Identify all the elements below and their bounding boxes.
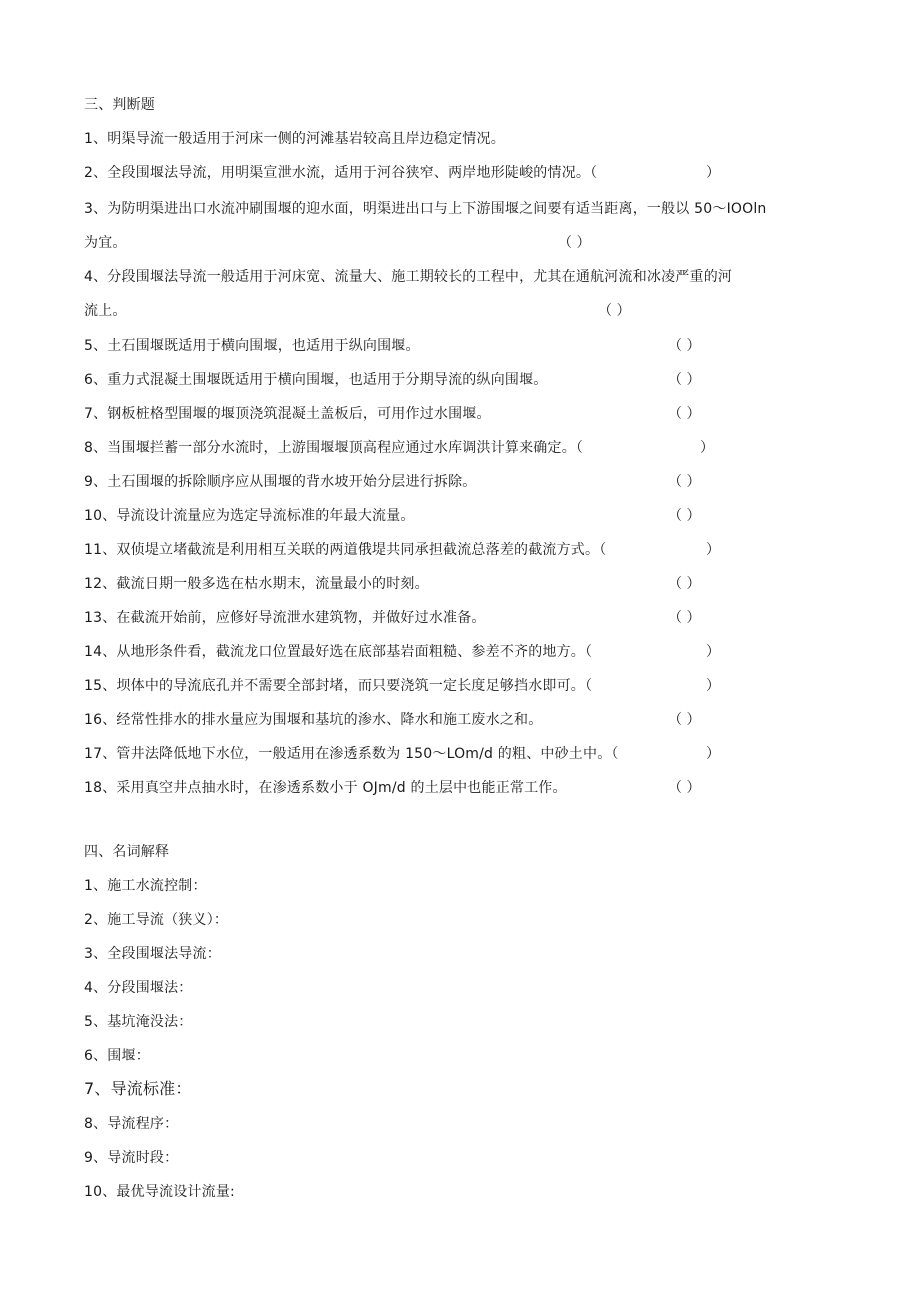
answer-blank-18: （ ） bbox=[668, 780, 701, 796]
answer-blank-7: （ ） bbox=[668, 406, 701, 422]
term-item-3: 3、全段围堰法导流： bbox=[84, 946, 221, 962]
term-item-4: 4、分段围堰法： bbox=[84, 980, 193, 996]
answer-blank-10: （ ） bbox=[668, 508, 701, 524]
answer-blank-16: （ ） bbox=[668, 712, 701, 728]
judgment-item-7: 7、钢板桩格型围堰的堰顶浇筑混凝土盖板后，可用作过水围堰。 bbox=[84, 406, 491, 422]
section-heading-judgment: 三、判断题 bbox=[84, 97, 155, 113]
answer-blank-12: （ ） bbox=[668, 576, 701, 592]
answer-blank-11: ） bbox=[706, 542, 720, 558]
judgment-item-4-cont: 流上。 bbox=[84, 303, 127, 319]
answer-blank-15: ） bbox=[706, 678, 720, 694]
judgment-item-6: 6、重力式混凝土围堰既适用于横向围堰，也适用于分期导流的纵向围堰。 bbox=[84, 372, 548, 388]
judgment-item-14: 14、从地形条件看，截流龙口位置最好选在底部基岩面粗糙、参差不齐的地方。（ bbox=[84, 644, 593, 660]
term-item-7: 7、导流标准： bbox=[84, 1079, 192, 1098]
judgment-item-11: 11、双侦堤立堵截流是利用相互关联的两道俄堤共同承担截流总落差的截流方式。（ bbox=[84, 542, 607, 558]
answer-blank-13: （ ） bbox=[668, 610, 701, 626]
judgment-item-3: 3、为防明渠进出口水流冲刷围堰的迎水面，明渠进出口与上下游围堰之间要有适当距离，一般以 50～IOOln bbox=[84, 201, 767, 217]
judgment-item-9: 9、土石围堰的拆除顺序应从围堰的背水坡开始分层进行拆除。 bbox=[84, 474, 477, 490]
term-item-5: 5、基坑淹没法： bbox=[84, 1014, 193, 1030]
answer-blank-8: ） bbox=[700, 440, 714, 456]
judgment-item-8: 8、当围堰拦蓄一部分水流时，上游围堰堰顶高程应通过水库调洪计算来确定。（ bbox=[84, 440, 584, 456]
term-item-1: 1、施工水流控制： bbox=[84, 878, 207, 894]
section-heading-terms: 四、名词解释 bbox=[84, 844, 170, 860]
judgment-item-18: 18、采用真空井点抽水时，在渗透系数小于 OJm/d 的土层中也能正常工作。 bbox=[84, 780, 567, 796]
term-item-9: 9、导流时段： bbox=[84, 1150, 179, 1166]
term-item-10: 10、最优导流设计流量: bbox=[84, 1184, 235, 1200]
answer-blank-4: （ ） bbox=[598, 303, 631, 319]
judgment-item-10: 10、导流设计流量应为选定导流标准的年最大流量。 bbox=[84, 508, 415, 524]
judgment-item-3-cont: 为宜。 bbox=[84, 235, 127, 251]
answer-blank-6: （ ） bbox=[668, 372, 701, 388]
judgment-item-4: 4、分段围堰法导流一般适用于河床宽、流量大、施工期较长的工程中，尤其在通航河流和冰凌严重的河 bbox=[84, 269, 733, 285]
judgment-item-17: 17、管井法降低地下水位，一般适用在渗透系数为 150～LOm/d 的粗、中砂土中。（ bbox=[84, 746, 619, 762]
term-item-2: 2、施工导流（狭义）： bbox=[84, 912, 229, 928]
judgment-item-1: 1、明渠导流一般适用于河床一侧的河滩基岩较高且岸边稳定情况。 bbox=[84, 131, 505, 147]
answer-blank-3: （ ） bbox=[558, 235, 591, 251]
judgment-item-15: 15、坝体中的导流底孔并不需要全部封堵，而只要浇筑一定长度足够挡水即可。（ bbox=[84, 678, 593, 694]
judgment-item-13: 13、在截流开始前，应修好导流泄水建筑物，并做好过水准备。 bbox=[84, 610, 486, 626]
answer-blank-17: ） bbox=[706, 746, 720, 762]
judgment-item-12: 12、截流日期一般多选在枯水期末，流量最小的时刻。 bbox=[84, 576, 429, 592]
answer-blank-9: （ ） bbox=[668, 474, 701, 490]
answer-blank-2: ） bbox=[706, 165, 720, 181]
answer-blank-14: ） bbox=[706, 644, 720, 660]
judgment-item-5: 5、土石围堰既适用于横向围堰，也适用于纵向围堰。 bbox=[84, 338, 420, 354]
answer-blank-5: （ ） bbox=[668, 338, 701, 354]
judgment-item-2: 2、全段围堰法导流，用明渠宣泄水流，适用于河谷狭窄、两岸地形陡峻的情况。（ bbox=[84, 165, 598, 181]
term-item-6: 6、围堰： bbox=[84, 1048, 150, 1064]
term-item-8: 8、导流程序： bbox=[84, 1116, 179, 1132]
judgment-item-16: 16、经常性排水的排水量应为围堰和基坑的渗水、降水和施工废水之和。 bbox=[84, 712, 543, 728]
